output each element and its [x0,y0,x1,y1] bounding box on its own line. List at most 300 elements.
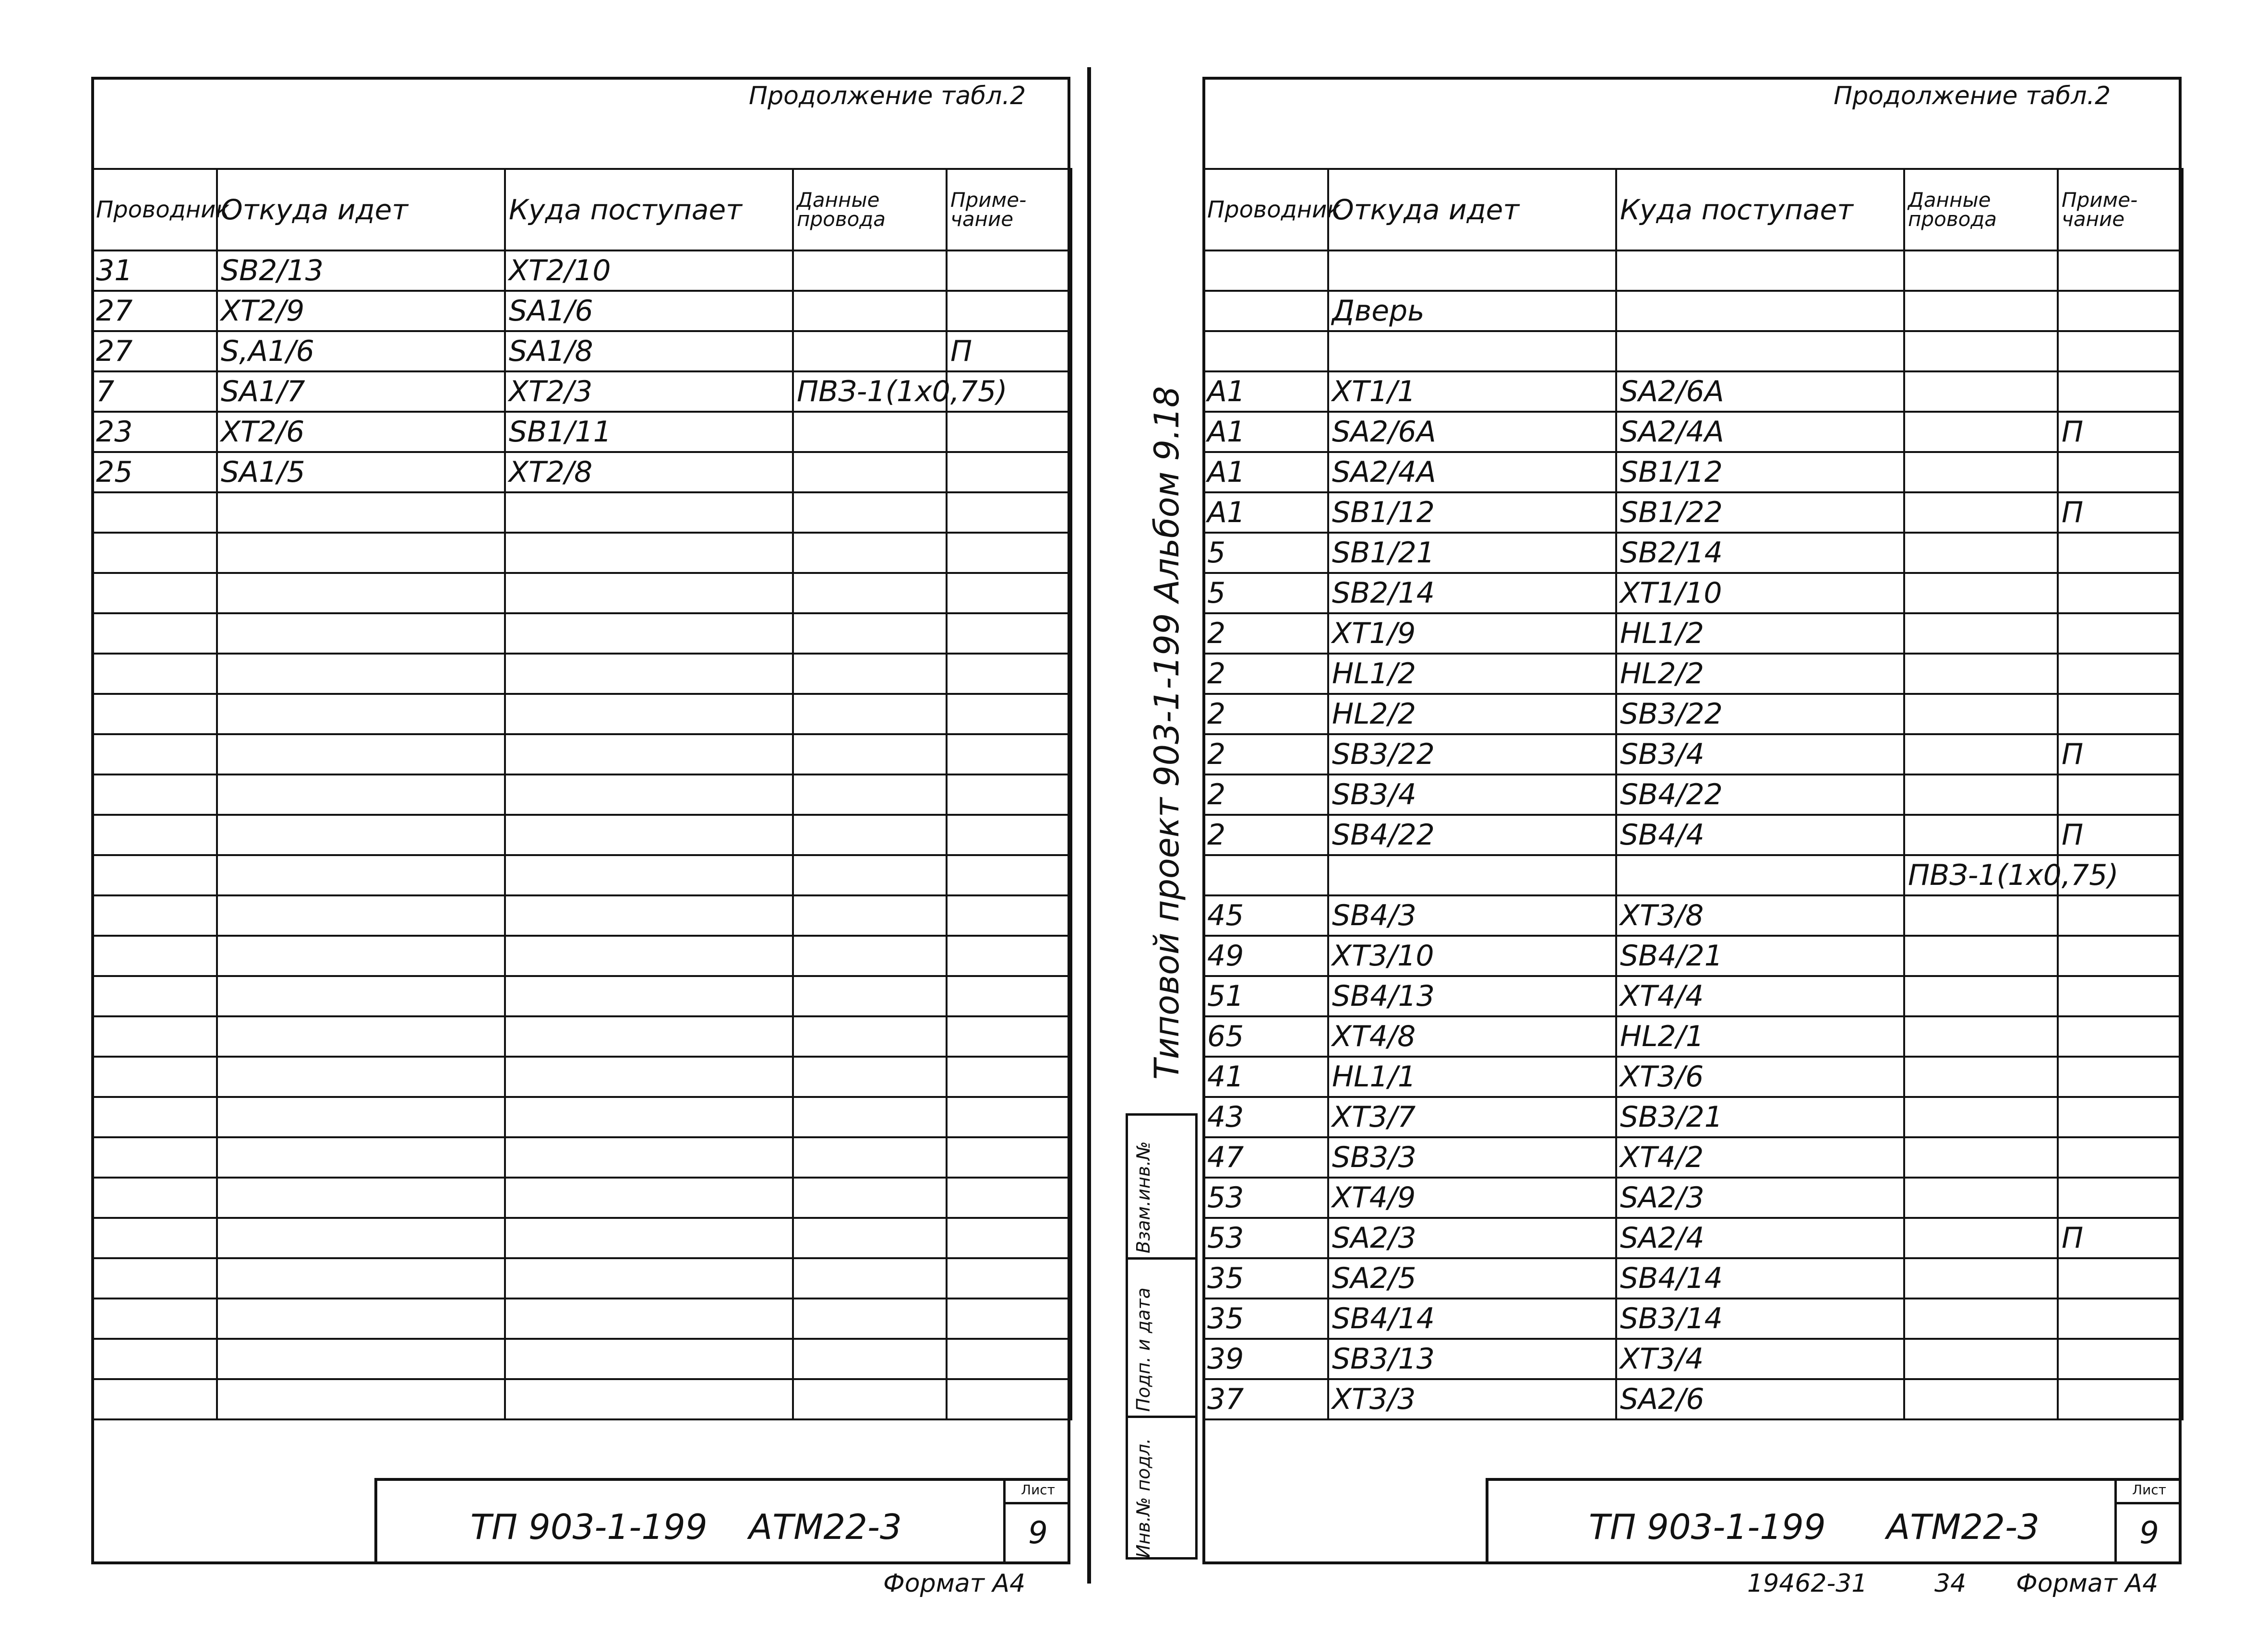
cell-wire [1904,734,2058,774]
cell-from [217,895,505,936]
cell-to: SB1/11 [505,412,793,452]
cell-conductor: 5 [1203,573,1328,613]
cell-to: XT4/2 [1616,1137,1904,1178]
cell-from: SB3/13 [1328,1339,1616,1379]
cell-to: SA2/4 [1616,1218,1904,1258]
cell-note [2058,1097,2183,1137]
cell-from: SA1/5 [217,452,505,492]
cell-to: HL2/1 [1616,1016,1904,1057]
header-from: Откуда идет [1328,169,1616,250]
cell-to [505,1097,793,1137]
cell-note [2058,371,2183,412]
cell-note [947,815,1071,855]
table-row [92,1178,1071,1218]
cell-note [947,1339,1071,1379]
cell-conductor [92,492,217,533]
cell-note [2058,1178,2183,1218]
table-row [1203,1097,2183,1137]
cell-note [947,412,1071,452]
cell-note [2058,936,2183,976]
cell-note [2058,1016,2183,1057]
cell-conductor [92,573,217,613]
table-row [92,452,1071,492]
cell-wire [1904,573,2058,613]
binding-side-stamp [1126,1113,1198,1560]
binding-divider [1087,67,1091,1584]
header-from: Откуда идет [217,169,505,250]
cell-to: XT2/3 [505,371,793,412]
table-row [92,331,1071,371]
table-row [1203,1218,2183,1258]
cell-to: SB4/14 [1616,1258,1904,1299]
cell-note [947,291,1071,331]
cell-conductor [92,855,217,895]
cell-to [505,1299,793,1339]
table-row [1203,976,2183,1016]
cell-note [2058,573,2183,613]
cell-conductor [92,654,217,694]
cell-note [947,1299,1071,1339]
left-sheet-number: 9 [1028,1515,1048,1551]
table-row [1203,654,2183,694]
cell-wire [793,1178,947,1218]
cell-note [2058,533,2183,573]
table-row [1203,1137,2183,1178]
cell-note [2058,250,2183,291]
cell-from [1328,855,1616,895]
cell-note [2058,1258,2183,1299]
table-row [1203,694,2183,734]
cell-from: SB3/3 [1328,1137,1616,1178]
table-row [1203,855,2183,895]
cell-from: XT3/7 [1328,1097,1616,1137]
cell-to [1616,855,1904,895]
cell-note [947,1178,1071,1218]
table-row [92,1137,1071,1178]
cell-to [505,734,793,774]
cell-conductor [1203,250,1328,291]
cell-wire [793,654,947,694]
cell-conductor: А1 [1203,412,1328,452]
cell-from: HL1/2 [1328,654,1616,694]
cell-wire [793,895,947,936]
cell-from [217,1218,505,1258]
table-row [1203,774,2183,815]
right-sheet-label: Лист [2117,1478,2182,1504]
cell-conductor: 41 [1203,1057,1328,1097]
cell-to [505,1218,793,1258]
cell-wire [793,694,947,734]
cell-conductor [92,1016,217,1057]
cell-from: SA2/5 [1328,1258,1616,1299]
cell-wire [793,613,947,654]
cell-to: SB3/21 [1616,1097,1904,1137]
cell-to [505,936,793,976]
cell-conductor [92,976,217,1016]
cell-note [2058,895,2183,936]
cell-from [217,1057,505,1097]
cell-from: SA2/4A [1328,452,1616,492]
cell-wire [793,1339,947,1379]
table-row [1203,573,2183,613]
cell-wire [1904,1379,2058,1419]
cell-to: XT2/8 [505,452,793,492]
cell-to [505,976,793,1016]
cell-note [2058,1057,2183,1097]
cell-note [947,573,1071,613]
left-format-label: Формат А4 [883,1569,1026,1598]
cell-to: SA2/6 [1616,1379,1904,1419]
cell-wire [1904,412,2058,452]
cell-from [217,492,505,533]
cell-wire [793,1258,947,1299]
cell-note [947,250,1071,291]
cell-note [2058,452,2183,492]
cell-to: SB3/22 [1616,694,1904,734]
cell-conductor [92,734,217,774]
cell-conductor [92,533,217,573]
table-row [92,1258,1071,1299]
cell-from: XT3/10 [1328,936,1616,976]
cell-to: HL1/2 [1616,613,1904,654]
cell-note [947,533,1071,573]
cell-wire [1904,654,2058,694]
cell-to: XT2/10 [505,250,793,291]
table-row [92,492,1071,533]
cell-to [505,1339,793,1379]
cell-from [217,1339,505,1379]
cell-wire [1904,1218,2058,1258]
cell-from [217,1299,505,1339]
cell-note: П [2058,412,2183,452]
cell-note [947,1097,1071,1137]
cell-note [2058,694,2183,734]
right-format-label: Формат А4 [2016,1569,2159,1598]
left-sheet-label: Лист [1006,1478,1070,1504]
cell-to [505,1178,793,1218]
table-row [1203,895,2183,936]
cell-to: SA2/3 [1616,1178,1904,1218]
cell-from: S,A1/6 [217,331,505,371]
left-stamp-doc: АТМ22-3 [749,1507,902,1547]
cell-from: SB2/13 [217,250,505,291]
cell-from [217,654,505,694]
cell-conductor [92,1097,217,1137]
cell-from: HL2/2 [1328,694,1616,734]
cell-conductor [92,895,217,936]
cell-to: HL2/2 [1616,654,1904,694]
cell-conductor [92,1258,217,1299]
table-row [92,573,1071,613]
table-row [92,1057,1071,1097]
cell-note [2058,976,2183,1016]
cell-wire [793,734,947,774]
cell-to [505,533,793,573]
cell-from [217,1016,505,1057]
cell-from: SA1/7 [217,371,505,412]
cell-conductor: А1 [1203,492,1328,533]
cell-wire [793,533,947,573]
cell-from: XT2/6 [217,412,505,452]
original-inventory-label: Инв.№ подл. [1133,1438,1154,1558]
cell-wire [1904,774,2058,815]
cell-note [2058,1137,2183,1178]
table-row [1203,1057,2183,1097]
cell-conductor: 35 [1203,1258,1328,1299]
cell-to: SA2/4A [1616,412,1904,452]
cell-note [2058,1379,2183,1419]
cell-note [947,613,1071,654]
table-row [1203,734,2183,774]
cell-to: SA2/6A [1616,371,1904,412]
cell-conductor: 31 [92,250,217,291]
table-row [92,936,1071,976]
left-sheet-number-box [1003,1478,1070,1564]
table-row [92,815,1071,855]
cell-note [947,1016,1071,1057]
cell-conductor: 51 [1203,976,1328,1016]
cell-from: SA2/3 [1328,1218,1616,1258]
cell-from: XT4/8 [1328,1016,1616,1057]
cell-note [947,1379,1071,1419]
cell-to: SB4/22 [1616,774,1904,815]
cell-wire [1904,815,2058,855]
cell-to [1616,331,1904,371]
cell-wire [1904,452,2058,492]
cell-note [947,855,1071,895]
table-row [1203,492,2183,533]
left-wiring-table [91,168,1072,1420]
table-row [1203,1016,2183,1057]
cell-wire [793,1057,947,1097]
cell-wire [1904,1178,2058,1218]
cell-to: XT1/10 [1616,573,1904,613]
table-row [92,855,1071,895]
cell-note [947,734,1071,774]
header-to: Куда поступает [505,169,793,250]
cell-note [947,895,1071,936]
cell-wire [793,331,947,371]
table-row [1203,936,2183,976]
cell-to: SB4/21 [1616,936,1904,976]
cell-to [505,573,793,613]
cell-to: SB1/22 [1616,492,1904,533]
cell-wire [793,573,947,613]
cell-conductor [92,774,217,815]
cell-wire [1904,1097,2058,1137]
cell-from: SB4/3 [1328,895,1616,936]
cell-from: XT1/9 [1328,613,1616,654]
cell-conductor: 5 [1203,533,1328,573]
cell-from: SB4/22 [1328,815,1616,855]
cell-from: SB3/22 [1328,734,1616,774]
header-conductor: Проводник [92,169,217,250]
cell-conductor [1203,855,1328,895]
table-row [92,1299,1071,1339]
table-row [1203,412,2183,452]
cell-conductor: 2 [1203,815,1328,855]
cell-conductor [92,1057,217,1097]
cell-wire [793,1137,947,1178]
replace-inventory-label: Взам.инв.№ [1133,1141,1154,1253]
cell-wire [793,976,947,1016]
cell-note [947,1258,1071,1299]
cell-wire [793,815,947,855]
cell-from: SB1/12 [1328,492,1616,533]
cell-wire [793,1097,947,1137]
cell-from [217,936,505,976]
cell-to [505,613,793,654]
cell-from [217,774,505,815]
table-row [1203,452,2183,492]
cell-note: П [2058,492,2183,533]
cell-wire [1904,492,2058,533]
table-row [92,734,1071,774]
cell-wire [793,1016,947,1057]
cell-from: Дверь [1328,291,1616,331]
table-row [92,774,1071,815]
cell-from [217,734,505,774]
cell-wire [1904,331,2058,371]
cell-to [1616,291,1904,331]
cell-from: SB1/21 [1328,533,1616,573]
cell-conductor: 37 [1203,1379,1328,1419]
cell-wire [793,291,947,331]
cell-conductor: 2 [1203,654,1328,694]
right-stamp-code: ТП 903-1-199 [1589,1507,1826,1547]
cell-wire [793,774,947,815]
cell-wire [1904,1016,2058,1057]
cell-wire: ПВЗ-1(1x0,75) [1904,855,2058,895]
table-row [92,1339,1071,1379]
cell-note [947,1218,1071,1258]
cell-wire: ПВЗ-1(1x0,75) [793,371,947,412]
cell-conductor [92,1137,217,1178]
cell-from [217,976,505,1016]
cell-note [2058,654,2183,694]
cell-note [2058,1299,2183,1339]
cell-wire [1904,1057,2058,1097]
table-row [1203,291,2183,331]
table-row [1203,1379,2183,1419]
table-row [92,1218,1071,1258]
cell-to: SB3/14 [1616,1299,1904,1339]
cell-conductor: 53 [1203,1218,1328,1258]
cell-to: SB1/12 [1616,452,1904,492]
cell-to: XT3/4 [1616,1339,1904,1379]
cell-note [2058,331,2183,371]
cell-conductor: 27 [92,331,217,371]
signature-date-label: Подп. и дата [1133,1287,1154,1412]
right-continuation-note: Продолжение табл.2 [1834,82,2111,110]
cell-conductor [92,613,217,654]
cell-wire [1904,694,2058,734]
header-to: Куда поступает [1616,169,1904,250]
cell-from [217,1097,505,1137]
cell-from: XT2/9 [217,291,505,331]
right-sheet-number-box [2114,1478,2182,1564]
cell-from [1328,250,1616,291]
cell-conductor: 43 [1203,1097,1328,1137]
table-row [92,371,1071,412]
cell-note [947,976,1071,1016]
cell-to [505,1016,793,1057]
project-title-vertical: Типовой проект 903-1-199 Альбом 9.18 [1147,386,1187,1080]
right-page-extra: 34 [1934,1569,1967,1598]
cell-conductor: 2 [1203,774,1328,815]
cell-from [217,533,505,573]
table-row [1203,331,2183,371]
cell-wire [793,855,947,895]
table-row [1203,371,2183,412]
left-continuation-note: Продолжение табл.2 [749,82,1026,110]
cell-from [217,694,505,734]
cell-from: XT3/3 [1328,1379,1616,1419]
cell-to: XT3/6 [1616,1057,1904,1097]
cell-conductor [92,1379,217,1419]
cell-note [947,694,1071,734]
cell-wire [1904,533,2058,573]
cell-note: П [2058,734,2183,774]
table-row [1203,613,2183,654]
cell-conductor [92,1218,217,1258]
left-stamp-code: ТП 903-1-199 [470,1507,708,1547]
cell-from [217,613,505,654]
table-row [92,533,1071,573]
cell-wire [1904,895,2058,936]
cell-conductor [92,936,217,976]
cell-to: SB2/14 [1616,533,1904,573]
cell-from: SB4/13 [1328,976,1616,1016]
cell-to [505,492,793,533]
cell-note [2058,291,2183,331]
cell-wire [1904,976,2058,1016]
cell-to [505,815,793,855]
cell-conductor: 45 [1203,895,1328,936]
cell-to [505,654,793,694]
table-row [92,1379,1071,1419]
table-row [1203,533,2183,573]
cell-wire [1904,1258,2058,1299]
cell-to: SA1/6 [505,291,793,331]
table-row [1203,1178,2183,1218]
cell-note: П [947,331,1071,371]
cell-from [217,573,505,613]
cell-note [947,654,1071,694]
cell-conductor: 25 [92,452,217,492]
cell-from: XT4/9 [1328,1178,1616,1218]
header-wire: Данные провода [1904,169,2058,250]
cell-conductor: 47 [1203,1137,1328,1178]
table-row [92,291,1071,331]
cell-to: SB4/4 [1616,815,1904,855]
cell-wire [1904,371,2058,412]
cell-conductor: 27 [92,291,217,331]
cell-wire [793,492,947,533]
cell-wire [793,1379,947,1419]
cell-note [947,1137,1071,1178]
header-note: Приме- чание [2058,169,2183,250]
cell-conductor: 2 [1203,694,1328,734]
cell-conductor [92,815,217,855]
cell-conductor [92,1339,217,1379]
cell-conductor [1203,331,1328,371]
cell-to [1616,250,1904,291]
cell-conductor: 2 [1203,734,1328,774]
cell-from: SA2/6A [1328,412,1616,452]
cell-from: SB4/14 [1328,1299,1616,1339]
cell-note [2058,613,2183,654]
